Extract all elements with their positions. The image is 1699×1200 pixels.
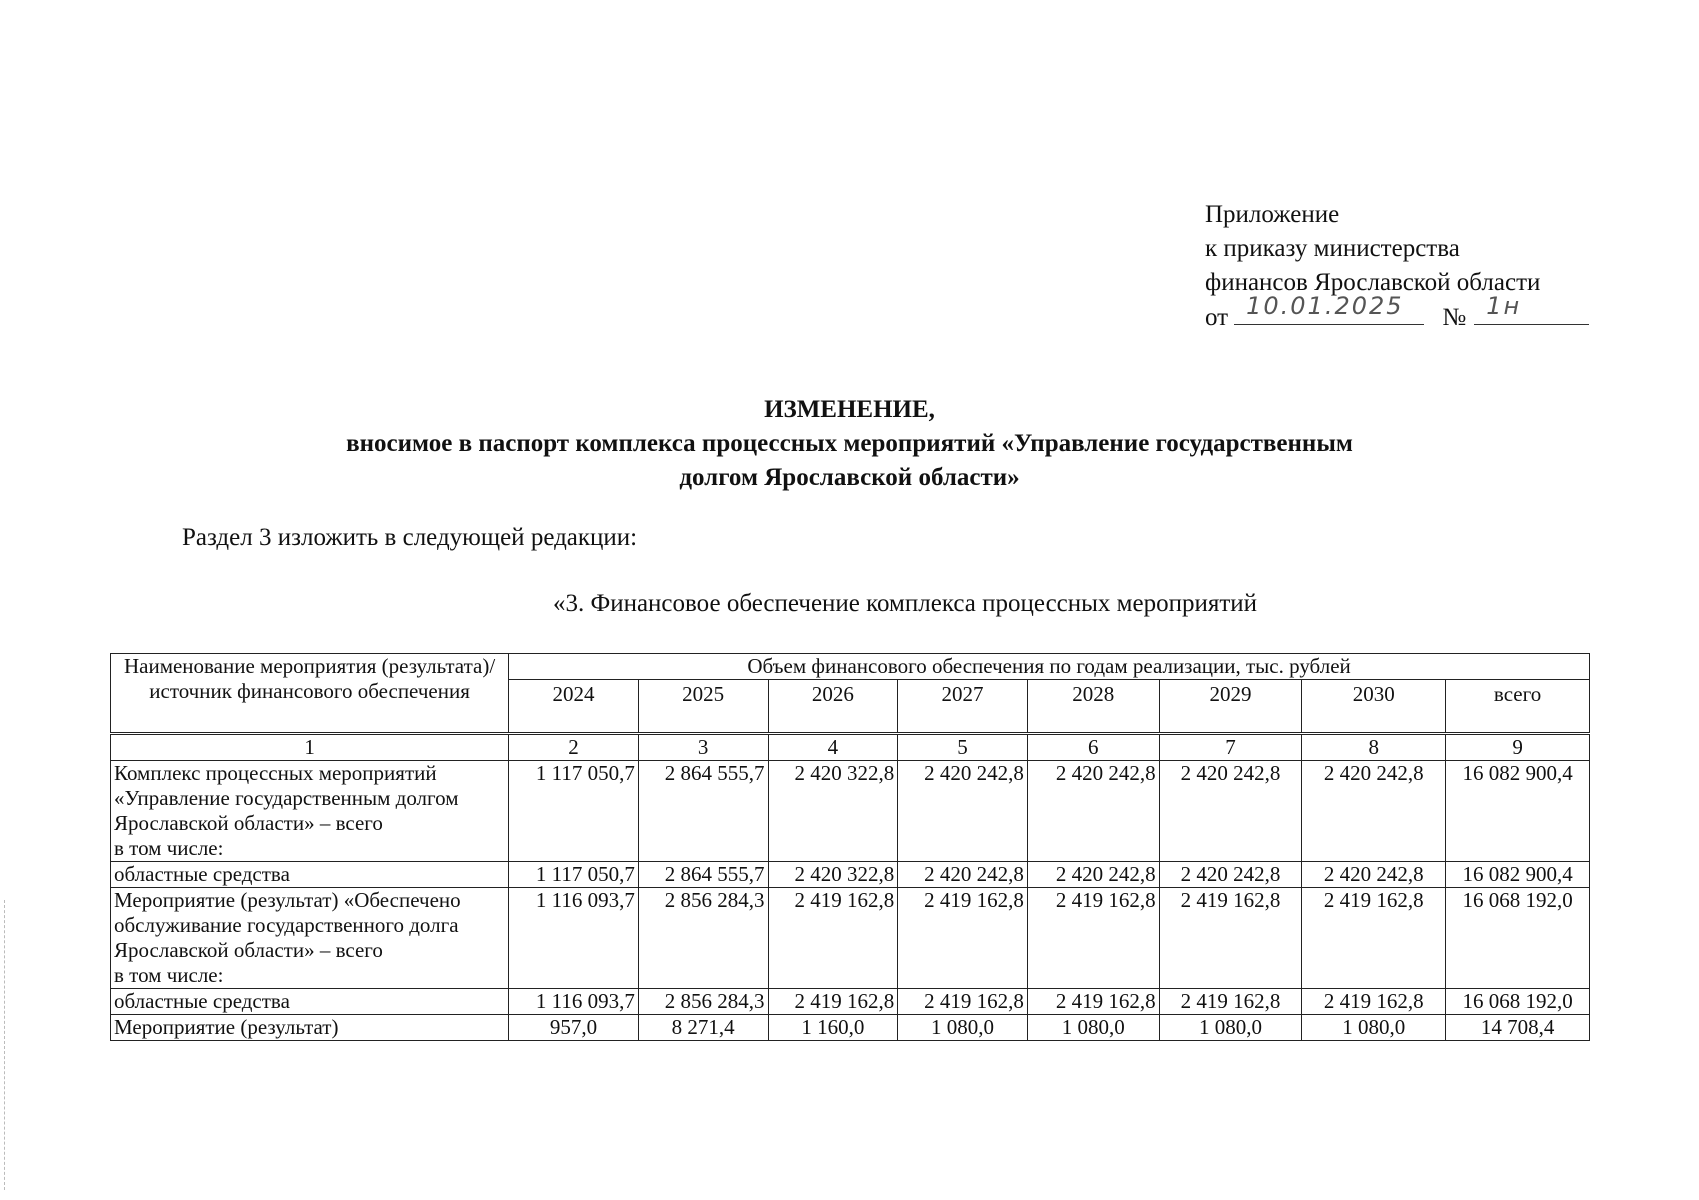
row-value-cell: 14 708,4 bbox=[1446, 1015, 1590, 1041]
header-group-cell: Объем финансового обеспечения по годам реализации, тыс. рублей bbox=[509, 654, 1590, 680]
row-value-cell: 2 864 555,7 bbox=[638, 761, 768, 862]
header-year-cell: 2024 bbox=[509, 680, 639, 734]
row-value-cell: 1 080,0 bbox=[1159, 1015, 1302, 1041]
row-value-cell: 16 082 900,4 bbox=[1446, 862, 1590, 888]
row-value-cell: 8 271,4 bbox=[638, 1015, 768, 1041]
header-year-cell: 2029 bbox=[1159, 680, 1302, 734]
number-label: № bbox=[1442, 304, 1467, 331]
row-value-cell: 2 419 162,8 bbox=[768, 989, 898, 1015]
header-year-cell: 2026 bbox=[768, 680, 898, 734]
appendix-line-2: к приказу министерства bbox=[1205, 235, 1460, 262]
row-value-cell: 2 419 162,8 bbox=[898, 989, 1028, 1015]
appendix-line-3: финансов Ярославской области bbox=[1205, 269, 1541, 296]
intro-paragraph: Раздел 3 изложить в следующей редакции: bbox=[182, 524, 638, 551]
column-index-cell: 3 bbox=[638, 734, 768, 761]
row-value-cell: 16 068 192,0 bbox=[1446, 888, 1590, 989]
row-value-cell: 2 420 242,8 bbox=[1159, 761, 1302, 862]
handwritten-date: 10.01.2025 bbox=[1246, 292, 1404, 320]
table-row bbox=[111, 989, 1590, 1015]
row-value-cell: 2 419 162,8 bbox=[1302, 888, 1446, 989]
row-value-cell: 2 419 162,8 bbox=[1159, 888, 1302, 989]
table-row bbox=[111, 1015, 1590, 1041]
handwritten-number: 1н bbox=[1486, 292, 1522, 320]
column-index-cell: 4 bbox=[768, 734, 898, 761]
row-value-cell: 1 080,0 bbox=[1302, 1015, 1446, 1041]
table-row bbox=[111, 888, 1590, 989]
table-header-row-1 bbox=[111, 654, 1590, 680]
header-name-cell: Наименование мероприятия (результата)/ источник финансового обеспечения bbox=[111, 654, 509, 734]
date-field bbox=[1234, 292, 1424, 325]
row-value-cell: 1 117 050,7 bbox=[509, 862, 639, 888]
title-line-1: ИЗМЕНЕНИЕ, bbox=[764, 396, 935, 423]
row-value-cell: 2 420 322,8 bbox=[768, 761, 898, 862]
row-value-cell: 2 420 242,8 bbox=[1302, 761, 1446, 862]
row-name-cell: Комплекс процессных мероприятий «Управление государственным долгом Ярославской области» – всего в том числе: bbox=[111, 761, 509, 862]
row-name-cell: Мероприятие (результат) bbox=[111, 1015, 509, 1041]
table-row bbox=[111, 862, 1590, 888]
row-name-cell: Мероприятие (результат) «Обеспечено обслуживание государственного долга Ярославской области» – всего в том числе: bbox=[111, 888, 509, 989]
header-year-cell: 2027 bbox=[898, 680, 1028, 734]
row-value-cell: 1 080,0 bbox=[1027, 1015, 1159, 1041]
table-row bbox=[111, 761, 1590, 862]
header-year-cell: 2028 bbox=[1027, 680, 1159, 734]
row-value-cell: 1 116 093,7 bbox=[509, 888, 639, 989]
row-value-cell: 2 419 162,8 bbox=[1302, 989, 1446, 1015]
row-value-cell: 2 419 162,8 bbox=[898, 888, 1028, 989]
title-line-2: вносимое в паспорт комплекса процессных мероприятий «Управление государственным bbox=[346, 430, 1353, 457]
column-index-cell: 9 bbox=[1446, 734, 1590, 761]
row-value-cell: 1 080,0 bbox=[898, 1015, 1028, 1041]
row-value-cell: 2 856 284,3 bbox=[638, 989, 768, 1015]
header-year-cell: 2030 bbox=[1302, 680, 1446, 734]
row-value-cell: 957,0 bbox=[509, 1015, 639, 1041]
row-value-cell: 2 864 555,7 bbox=[638, 862, 768, 888]
column-index-cell: 5 bbox=[898, 734, 1028, 761]
row-value-cell: 2 856 284,3 bbox=[638, 888, 768, 989]
column-index-cell: 1 bbox=[111, 734, 509, 761]
row-value-cell: 2 420 242,8 bbox=[898, 761, 1028, 862]
scan-margin-marks bbox=[4, 900, 7, 1190]
column-index-cell: 8 bbox=[1302, 734, 1446, 761]
column-index-cell: 7 bbox=[1159, 734, 1302, 761]
appendix-date-number-line bbox=[1205, 292, 1589, 335]
row-value-cell: 1 160,0 bbox=[768, 1015, 898, 1041]
section-title: «3. Финансовое обеспечение комплекса процессных мероприятий bbox=[552, 590, 1258, 617]
row-value-cell: 2 420 242,8 bbox=[1302, 862, 1446, 888]
from-label: от bbox=[1205, 304, 1229, 331]
header-year-cell: 2025 bbox=[638, 680, 768, 734]
row-name-cell: областные средства bbox=[111, 989, 509, 1015]
table-index-row bbox=[111, 734, 1590, 761]
row-value-cell: 2 419 162,8 bbox=[768, 888, 898, 989]
appendix-header bbox=[1205, 198, 1589, 335]
row-value-cell: 2 420 242,8 bbox=[1027, 761, 1159, 862]
row-value-cell: 2 420 242,8 bbox=[1159, 862, 1302, 888]
document-title bbox=[0, 393, 1699, 495]
column-index-cell: 2 bbox=[509, 734, 639, 761]
financing-table bbox=[110, 653, 1590, 1041]
row-value-cell: 2 420 242,8 bbox=[898, 862, 1028, 888]
appendix-line-1: Приложение bbox=[1205, 201, 1340, 228]
row-value-cell: 2 419 162,8 bbox=[1027, 989, 1159, 1015]
row-value-cell: 1 116 093,7 bbox=[509, 989, 639, 1015]
row-value-cell: 2 420 322,8 bbox=[768, 862, 898, 888]
row-value-cell: 2 420 242,8 bbox=[1027, 862, 1159, 888]
header-year-cell: всего bbox=[1446, 680, 1590, 734]
row-value-cell: 1 117 050,7 bbox=[509, 761, 639, 862]
row-value-cell: 2 419 162,8 bbox=[1159, 989, 1302, 1015]
row-value-cell: 16 068 192,0 bbox=[1446, 989, 1590, 1015]
title-line-3: долгом Ярославской области» bbox=[679, 464, 1020, 491]
row-value-cell: 2 419 162,8 bbox=[1027, 888, 1159, 989]
number-field bbox=[1474, 292, 1589, 325]
column-index-cell: 6 bbox=[1027, 734, 1159, 761]
row-name-cell: областные средства bbox=[111, 862, 509, 888]
row-value-cell: 16 082 900,4 bbox=[1446, 761, 1590, 862]
